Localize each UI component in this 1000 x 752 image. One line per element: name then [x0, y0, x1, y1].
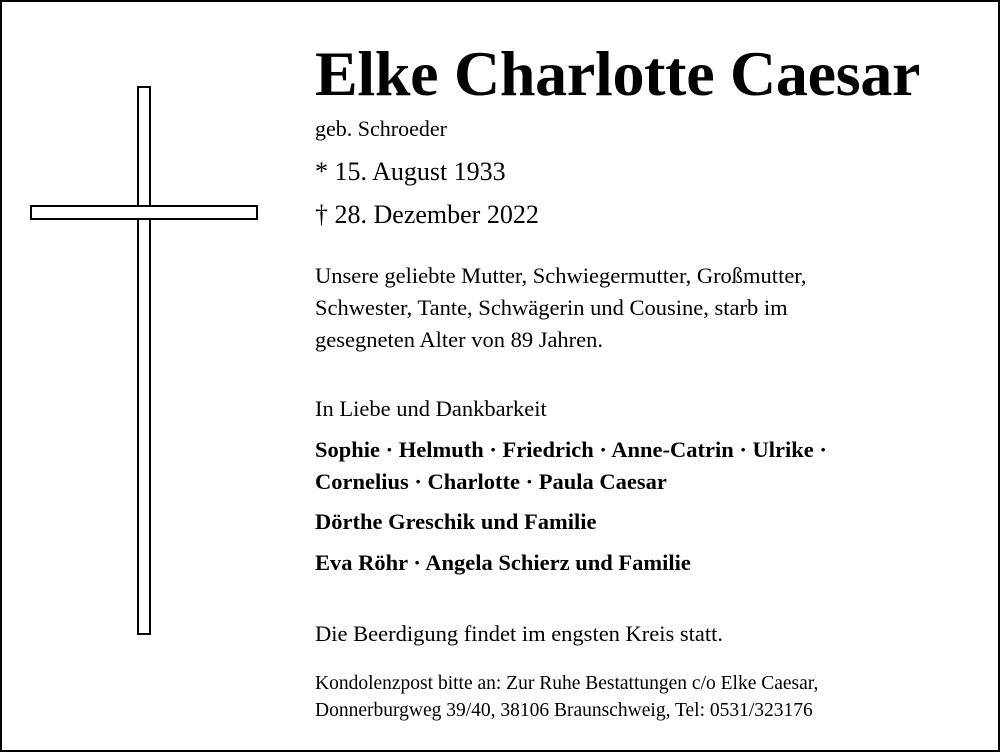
maiden-name: geb. Schroeder	[315, 116, 447, 141]
funeral-note: Die Beerdigung findet im engsten Kreis statt.	[315, 621, 724, 646]
deceased-name: Elke Charlotte Caesar	[315, 38, 921, 109]
death-date: † 28. Dezember 2022	[315, 200, 539, 229]
children-line: Sophie · Helmuth · Friedrich · Anne-Catrin · Ulrike ·	[315, 437, 827, 462]
condolence-address	[315, 670, 818, 724]
intro-line: gesegneten Alter von 89 Jahren.	[315, 327, 604, 352]
obituary-intro	[315, 260, 915, 356]
condolence-line: Donnerburgweg 39/40, 38106 Braunschweig, Tel: 0531/323176	[315, 700, 813, 721]
family-roehr-schierz: Eva Röhr · Angela Schierz und Familie	[315, 550, 691, 575]
children-names	[315, 434, 827, 498]
birth-date: * 15. August 1933	[315, 157, 506, 186]
children-line: Cornelius · Charlotte · Paula Caesar	[315, 469, 667, 494]
intro-line: Unsere geliebte Mutter, Schwiegermutter, Großmutter,	[315, 263, 807, 288]
cross-icon	[28, 86, 260, 638]
condolence-line: Kondolenzpost bitte an: Zur Ruhe Bestattungen c/o Elke Caesar,	[315, 673, 819, 694]
intro-line: Schwester, Tante, Schwägerin und Cousine, starb im	[315, 295, 788, 320]
thanks-line: In Liebe und Dankbarkeit	[315, 396, 547, 421]
family-greschik: Dörthe Greschik und Familie	[315, 509, 597, 534]
